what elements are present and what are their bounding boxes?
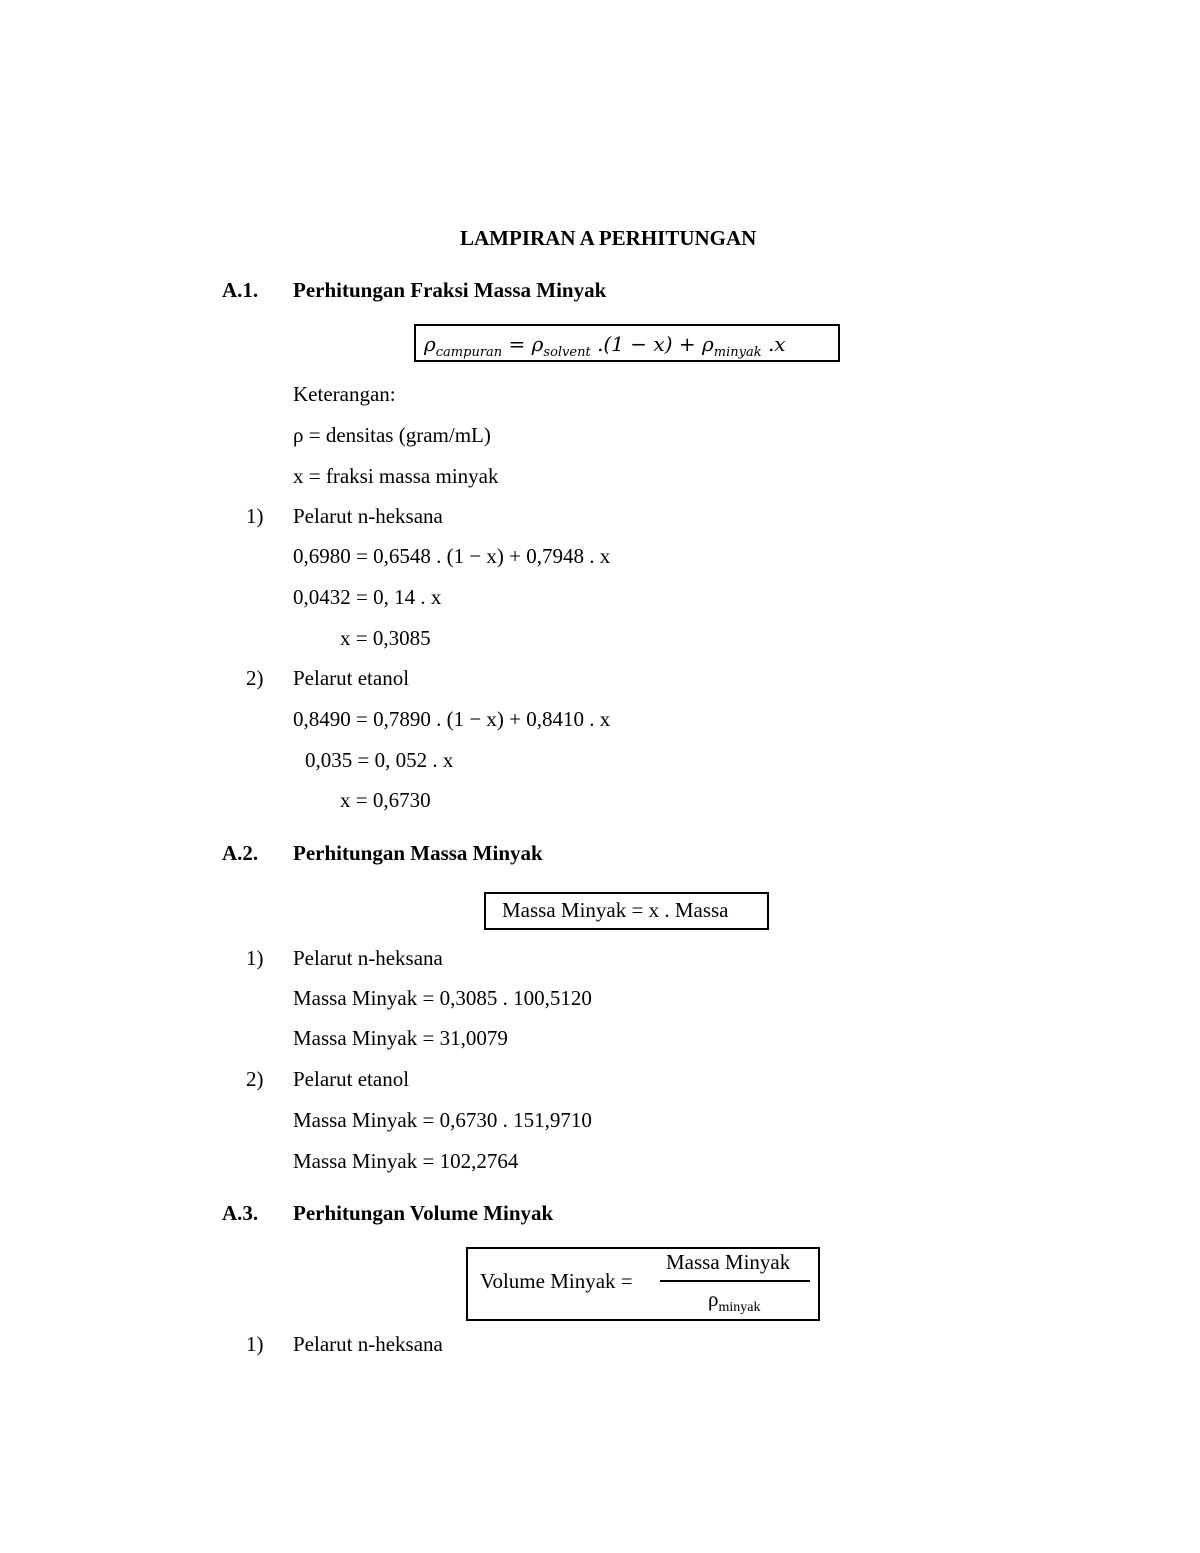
calc-result: x = 0,3085 [340, 626, 431, 650]
section-number-a2: A.2. [222, 841, 259, 865]
section-heading-a3: Perhitungan Volume Minyak [293, 1201, 554, 1225]
section-heading-a1: Perhitungan Fraksi Massa Minyak [293, 278, 607, 302]
sub-minyak: minyak [713, 345, 762, 360]
item-number: 2) [246, 666, 264, 690]
keterangan-rho: ρ = densitas (gram/mL) [293, 423, 491, 447]
item-number: 1) [246, 946, 264, 970]
rho-symbol-2: ρ [531, 332, 544, 356]
rho-symbol: ρ [708, 1287, 719, 1311]
calc-line: 0,0432 = 0, 14 . x [293, 585, 442, 609]
keterangan-label: Keterangan: [293, 382, 396, 406]
section-number-a1: A.1. [222, 278, 259, 302]
sub-solvent: solvent [543, 345, 591, 360]
formula-box-fraksi [414, 324, 840, 362]
formula-fraksi [424, 332, 786, 360]
formula-mid: .(1 − x) + [597, 332, 696, 356]
calc-line: Massa Minyak = 0,3085 . 100,5120 [293, 986, 592, 1010]
calc-result: x = 0,6730 [340, 788, 431, 812]
formula-box-massa [484, 892, 769, 930]
rho-symbol: ρ [424, 332, 436, 356]
calc-line: Massa Minyak = 0,6730 . 151,9710 [293, 1108, 592, 1132]
page-title: LAMPIRAN A PERHITUNGAN [460, 226, 757, 250]
section-number-a3: A.3. [222, 1201, 259, 1225]
calc-result: Massa Minyak = 102,2764 [293, 1149, 519, 1173]
sub-campuran: campuran [435, 345, 503, 360]
item-label: Pelarut etanol [293, 666, 410, 690]
sub-minyak: minyak [718, 1300, 761, 1315]
item-label: Pelarut n-heksana [293, 1332, 443, 1356]
keterangan-x: x = fraksi massa minyak [293, 464, 499, 488]
calc-line: 0,035 = 0, 052 . x [305, 748, 454, 772]
item-number: 1) [246, 504, 264, 528]
formula-tail: .x [767, 332, 786, 356]
formula-volume-denominator [708, 1287, 761, 1315]
calc-result: Massa Minyak = 31,0079 [293, 1026, 508, 1050]
item-number: 2) [246, 1067, 264, 1091]
calc-line: 0,6980 = 0,6548 . (1 − x) + 0,7948 . x [293, 544, 611, 568]
section-heading-a2: Perhitungan Massa Minyak [293, 841, 543, 865]
fraction-bar [660, 1280, 810, 1282]
eq-sign: = [508, 332, 526, 356]
formula-massa: Massa Minyak = x . Massa [502, 898, 729, 922]
formula-volume-numerator: Massa Minyak [666, 1250, 791, 1274]
rho-symbol-3: ρ [701, 332, 714, 356]
formula-box-volume [466, 1247, 820, 1321]
item-number: 1) [246, 1332, 264, 1356]
formula-volume-lhs: Volume Minyak = [480, 1269, 633, 1293]
item-label: Pelarut n-heksana [293, 946, 443, 970]
calc-line: 0,8490 = 0,7890 . (1 − x) + 0,8410 . x [293, 707, 611, 731]
item-label: Pelarut etanol [293, 1067, 410, 1091]
item-label: Pelarut n-heksana [293, 504, 443, 528]
